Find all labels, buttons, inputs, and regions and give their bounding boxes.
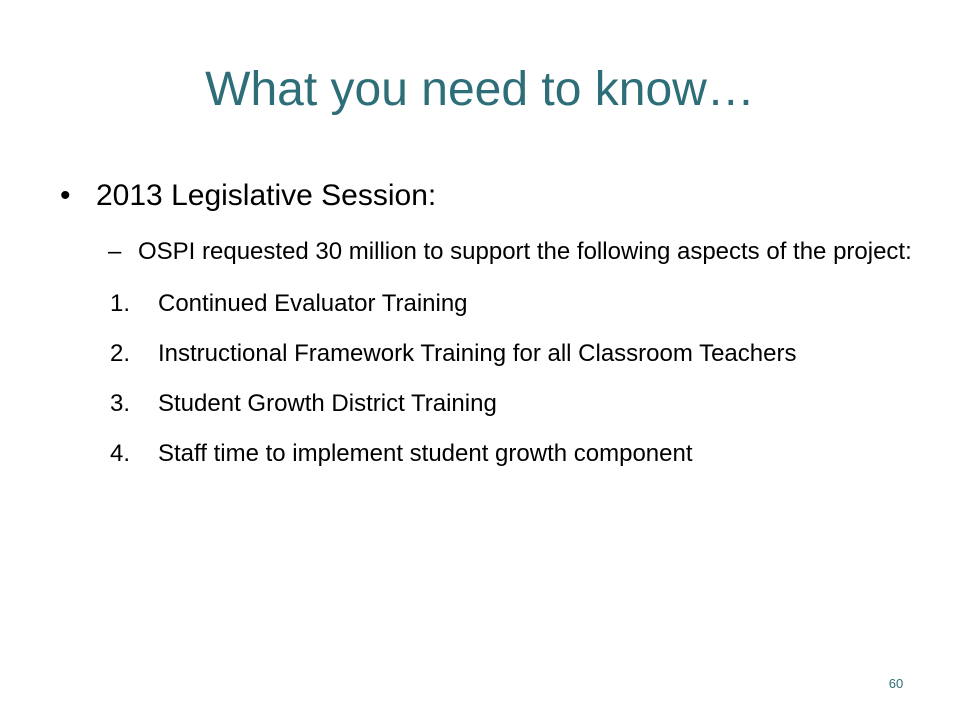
list-item-number: 4. [110,440,131,467]
page-number: 60 [888,676,904,691]
bullet-legislative-session [60,176,920,216]
slide-title: What you need to know… [205,63,755,116]
list-item-number: 3. [110,390,131,417]
sub-bullet-marker: – [108,238,122,265]
sub-bullet-text: OSPI requested 30 million to support the following aspects of the project: [138,238,912,265]
list-item-number: 2. [110,340,131,367]
bullet-text: 2013 Legislative Session: [96,179,437,212]
list-item [60,338,920,370]
list-item-text: Staff time to implement student growth component [158,440,693,467]
list-item [60,438,920,470]
list-item-text: Student Growth District Training [158,390,497,417]
numbered-list [60,288,920,470]
list-item-text: Continued Evaluator Training [158,290,468,317]
sub-bullet-ospi-request [60,236,920,268]
slide-content [60,176,920,488]
list-item [60,288,920,320]
list-item-number: 1. [110,290,131,317]
list-item-text: Instructional Framework Training for all Classroom Teachers [158,340,797,367]
list-item [60,388,920,420]
bullet-marker: • [60,179,71,212]
